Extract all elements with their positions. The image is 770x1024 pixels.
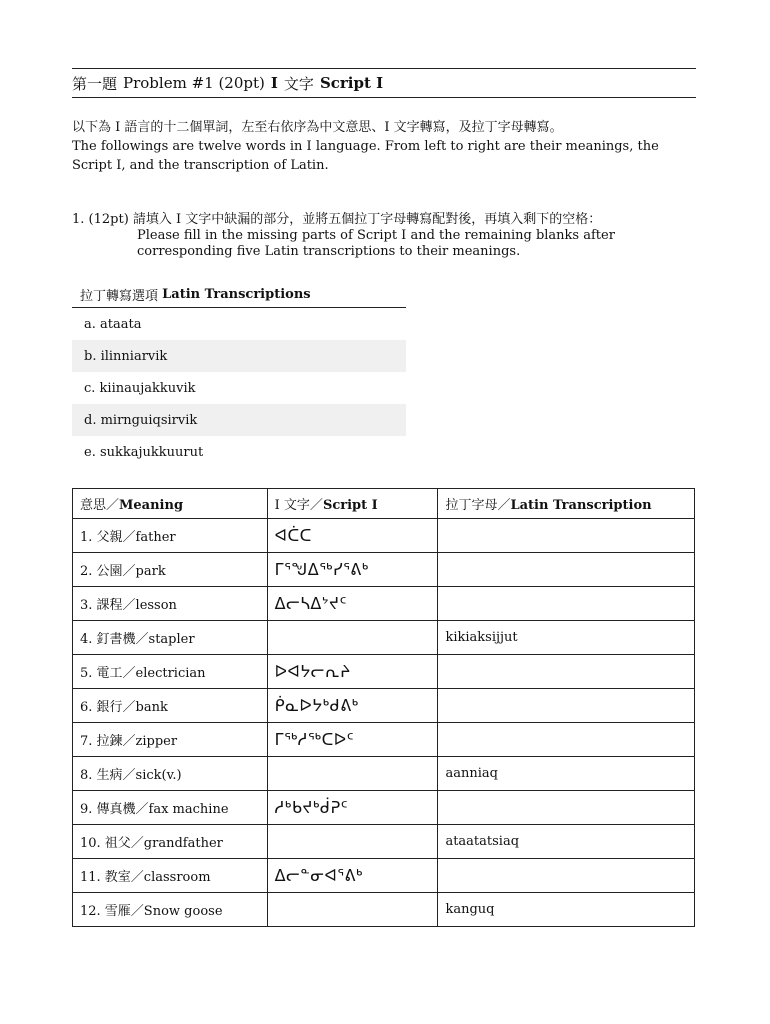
- intro-text: [72, 118, 702, 175]
- options-header-cn: 拉丁轉寫選項: [80, 289, 159, 304]
- table-row: [73, 723, 695, 757]
- table-row: [73, 791, 695, 825]
- header-meaning-en: Meaning: [119, 498, 184, 513]
- option-item: b. ilinniarvik: [72, 340, 406, 372]
- words-table: [72, 488, 695, 927]
- meaning-cell: 3. 課程／lesson: [73, 587, 268, 621]
- script-cell[interactable]: ᐅᐊᔭᓕᕆᔨ: [267, 655, 438, 689]
- script-cell[interactable]: [267, 757, 438, 791]
- table-row: [73, 621, 695, 655]
- option-item: c. kiinaujakkuvik: [84, 380, 196, 396]
- option-item: d. mirnguiqsirvik: [72, 404, 406, 436]
- title-i: I: [270, 74, 278, 92]
- question-line-1: 1. (12pt) 請填入 I 文字中缺漏的部分，並將五個拉丁字母轉寫配對後，再填入剩下的空格：: [72, 212, 602, 227]
- script-cell[interactable]: ᑮᓇᐅᔭᒃᑯᕕᒃ: [267, 689, 438, 723]
- header-meaning: [73, 489, 268, 519]
- latin-cell[interactable]: [438, 587, 695, 621]
- meaning-cell: 1. 父親／father: [73, 519, 268, 553]
- table-row: [73, 825, 695, 859]
- options-header: [72, 282, 406, 308]
- meaning-cell: 9. 傳真機／fax machine: [73, 791, 268, 825]
- header-meaning-cn: 意思／: [80, 498, 120, 513]
- table-row: [73, 519, 695, 553]
- question-line-2: Please fill in the missing parts of Script I and the remaining blanks after: [137, 228, 615, 243]
- header-script-en: Script I: [322, 498, 378, 513]
- table-row: [73, 587, 695, 621]
- script-cell[interactable]: [267, 893, 438, 927]
- header-latin-en: Latin Transcription: [510, 498, 652, 513]
- table-row: [73, 553, 695, 587]
- latin-cell[interactable]: [438, 791, 695, 825]
- latin-cell[interactable]: kanguq: [438, 893, 695, 927]
- latin-cell[interactable]: [438, 553, 695, 587]
- script-cell[interactable]: [267, 825, 438, 859]
- latin-cell[interactable]: [438, 519, 695, 553]
- meaning-cell: 12. 雪雁／Snow goose: [73, 893, 268, 927]
- meaning-cell: 7. 拉鍊／zipper: [73, 723, 268, 757]
- option-item: a. ataata: [84, 316, 142, 332]
- question-prompt: [72, 212, 702, 260]
- header-script: [267, 489, 438, 519]
- table-row: [73, 757, 695, 791]
- intro-cn: 以下為 I 語言的十二個單詞，左至右依序為中文意思、I 文字轉寫，及拉丁字母轉寫。: [72, 120, 563, 135]
- latin-cell[interactable]: ataatatsiaq: [438, 825, 695, 859]
- script-cell[interactable]: ᒥᖅᓱᖅᑕᐅᑦ: [267, 723, 438, 757]
- script-cell[interactable]: ᒥᕐᖑᐃᖅᓯᕐᕕᒃ: [267, 553, 438, 587]
- table-header-row: [73, 489, 695, 519]
- latin-options-list: [72, 282, 406, 468]
- table-row: [73, 655, 695, 689]
- latin-cell[interactable]: [438, 655, 695, 689]
- table-row: [73, 859, 695, 893]
- meaning-cell: 8. 生病／sick(v.): [73, 757, 268, 791]
- meaning-cell: 4. 釘書機／stapler: [73, 621, 268, 655]
- script-cell[interactable]: ᐊᑖᑕ: [267, 519, 438, 553]
- title-problem: Problem #1 (20pt): [123, 74, 265, 92]
- question-line-3: corresponding five Latin transcriptions to their meanings.: [137, 244, 521, 259]
- script-cell[interactable]: ᐃᓕᓴᐃᔾᔪᑦ: [267, 587, 438, 621]
- meaning-cell: 11. 教室／classroom: [73, 859, 268, 893]
- script-cell[interactable]: ᓱᒃᑲᔪᒃᑰᕈᑦ: [267, 791, 438, 825]
- problem-title: [72, 68, 696, 98]
- meaning-cell: 2. 公園／park: [73, 553, 268, 587]
- meaning-cell: 10. 祖父／grandfather: [73, 825, 268, 859]
- title-script: Script I: [319, 74, 384, 92]
- latin-cell[interactable]: [438, 723, 695, 757]
- script-cell[interactable]: [267, 621, 438, 655]
- title-cn2: 文字: [283, 74, 314, 93]
- meaning-cell: 6. 銀行／bank: [73, 689, 268, 723]
- latin-cell[interactable]: kikiaksijjut: [438, 621, 695, 655]
- latin-cell[interactable]: [438, 689, 695, 723]
- header-latin: [438, 489, 695, 519]
- intro-en: The followings are twelve words in I language. From left to right are their meanings, the Script I, and the transcription of Latin.: [72, 139, 659, 173]
- header-script-cn: I 文字／: [274, 498, 323, 513]
- meaning-cell: 5. 電工／electrician: [73, 655, 268, 689]
- header-latin-cn: 拉丁字母／: [445, 498, 511, 513]
- options-header-en: Latin Transcriptions: [162, 287, 311, 302]
- latin-cell[interactable]: aanniaq: [438, 757, 695, 791]
- script-cell[interactable]: ᐃᓕᓐᓂᐊᕐᕕᒃ: [267, 859, 438, 893]
- table-row: [73, 689, 695, 723]
- title-cn: 第一題: [72, 74, 118, 93]
- table-row: [73, 893, 695, 927]
- option-item: e. sukkajukkuurut: [84, 444, 204, 460]
- latin-cell[interactable]: [438, 859, 695, 893]
